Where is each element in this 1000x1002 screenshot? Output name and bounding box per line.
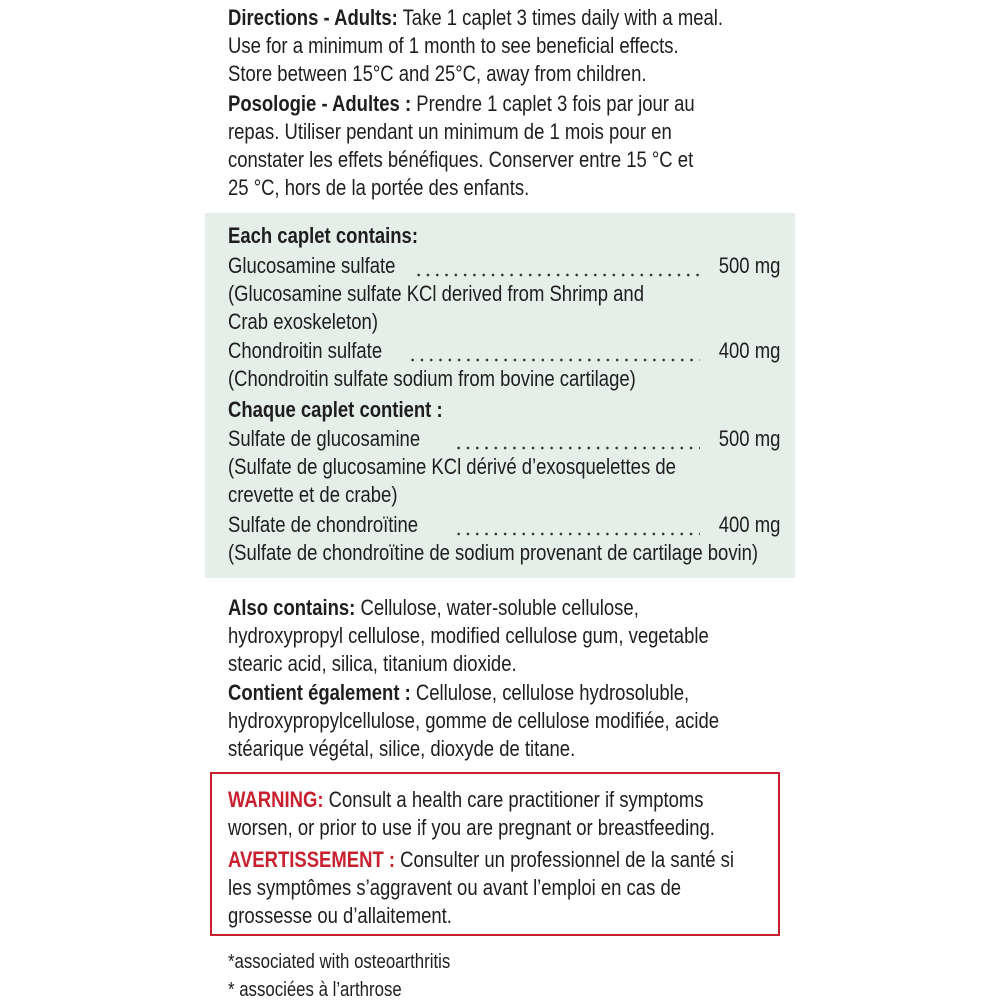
warning-en-heading: WARNING: [228, 787, 324, 812]
ingredient-amount: 400 mg [718, 338, 780, 363]
ingredient-row [228, 425, 780, 453]
ingredient-note: (Sulfate de chondroïtine de sodium provenant de cartilage bovin) [228, 540, 759, 565]
warning-en-text: worsen, or prior to use if you are pregnant or breastfeeding. [228, 815, 715, 840]
footnote-fr: * associées à l’arthrose [228, 979, 402, 1001]
ingredient-row [228, 252, 780, 280]
also-contains-fr-text: hydroxypropylcellulose, gomme de cellulose modifiée, acide [228, 708, 720, 733]
dot-leader [454, 425, 700, 453]
also-contains-fr-heading: Contient également : [228, 680, 411, 705]
ingredient-note: (Glucosamine sulfate KCl derived from Shrimp and [228, 281, 644, 306]
also-contains-en-text: stearic acid, silica, titanium dioxide. [228, 651, 517, 676]
directions-en-heading: Directions - Adults: [228, 5, 398, 30]
directions-fr-text: constater les effets bénéfiques. Conserver entre 15 °C et [228, 147, 694, 172]
ingredient-name: Glucosamine sulfate [228, 253, 396, 278]
ingredient-amount: 500 mg [718, 426, 780, 451]
directions-en-text: Store between 15°C and 25°C, away from children. [228, 61, 647, 86]
warning-fr-heading: AVERTISSEMENT : [228, 847, 396, 872]
ingredients-en-heading: Each caplet contains: [228, 223, 418, 248]
directions-en-text: Use for a minimum of 1 month to see beneficial effects. [228, 33, 679, 58]
also-contains-en-heading: Also contains: [228, 595, 356, 620]
ingredients-fr-heading: Chaque caplet contient : [228, 397, 443, 422]
also-contains-fr-text: stéarique végétal, silice, dioxyde de titane. [228, 736, 576, 761]
ingredient-note: Crab exoskeleton) [228, 309, 378, 334]
ingredient-note: crevette et de crabe) [228, 482, 398, 507]
warning-fr-text: Consulter un professionnel de la santé si [400, 847, 735, 872]
dot-leader [414, 252, 700, 280]
directions-fr-text: repas. Utiliser pendant un minimum de 1 mois pour en [228, 119, 672, 144]
ingredient-amount: 500 mg [718, 253, 780, 278]
ingredient-name: Sulfate de chondroïtine [228, 512, 419, 537]
warning-fr-text: les symptômes s’aggravent ou avant l’emploi en cas de [228, 875, 681, 900]
directions-fr-text: 25 °C, hors de la portée des enfants. [228, 175, 530, 200]
warning-fr-text: grossesse ou d’allaitement. [228, 903, 452, 928]
warning-en-text: Consult a health care practitioner if symptoms [328, 787, 704, 812]
ingredient-row [228, 511, 780, 539]
dot-leader [408, 337, 700, 365]
ingredient-note: (Sulfate de glucosamine KCl dérivé d’exosquelettes de [228, 454, 676, 479]
also-contains-fr-text: Cellulose, cellulose hydrosoluble, [415, 680, 690, 705]
also-contains-en-text: Cellulose, water-soluble cellulose, [360, 595, 639, 620]
footnote-en: *associated with osteoarthritis [228, 951, 451, 973]
ingredient-amount: 400 mg [718, 512, 780, 537]
directions-fr-heading: Posologie - Adultes : [228, 91, 412, 116]
also-contains-en-text: hydroxypropyl cellulose, modified cellulose gum, vegetable [228, 623, 709, 648]
directions-fr-text: Prendre 1 caplet 3 fois par jour au [416, 91, 695, 116]
ingredient-row [228, 337, 780, 365]
ingredient-note: (Chondroitin sulfate sodium from bovine cartilage) [228, 366, 636, 391]
directions-en-text: Take 1 caplet 3 times daily with a meal. [402, 5, 724, 30]
ingredient-name: Chondroitin sulfate [228, 338, 383, 363]
ingredient-name: Sulfate de glucosamine [228, 426, 421, 451]
dot-leader [454, 511, 700, 539]
